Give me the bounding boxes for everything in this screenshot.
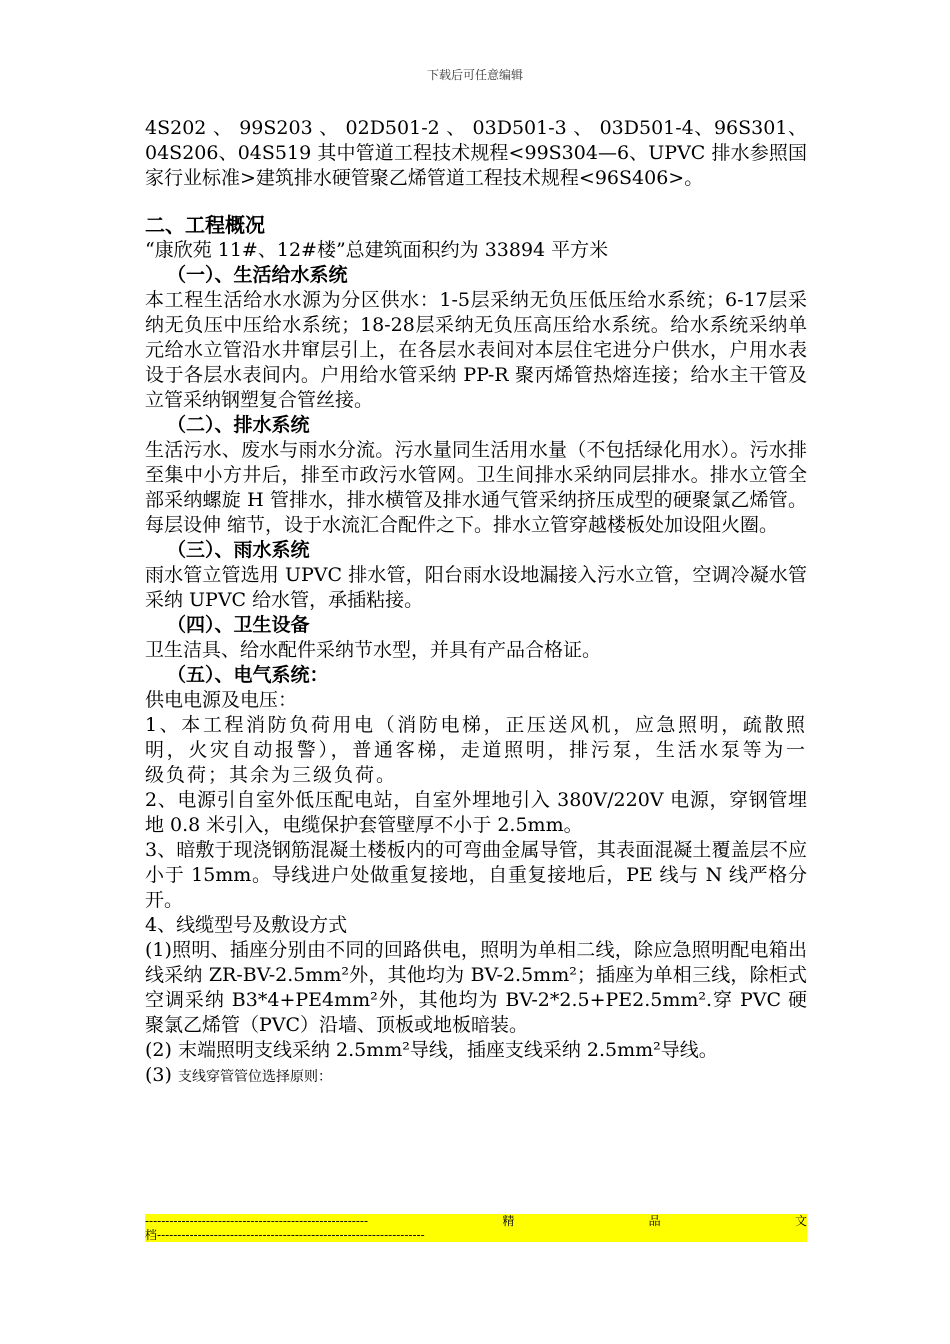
subsection-title-electrical: （五）、电气系统： [167, 664, 329, 686]
footer-dashes-left: ------------------------------------------------------- [145, 1214, 369, 1228]
water-supply-paragraph: 本工程生活给水水源为分区供水：1-5层采纳无负压低压给水系统；6-17层采纳无负压中压给水系统；18-28层采纳无负压高压给水系统。给水系统采纳单元给水立管沿水井窜层引上，在各层水表间对本层住宅进分户供水，户用水表设于各层水表间内。户用给水管采纳 PP-R 聚丙烯管热熔连接；给水主干管及立管采纳钢塑复合管丝接。 [145, 289, 807, 411]
page-footer [145, 1214, 807, 1242]
footer-line-2 [145, 1228, 488, 1242]
intro-paragraph: 4S202 、 99S203 、 02D501-2 、 03D501-3 、 03D501-4、96S301、04S206、04S519 其中管道工程技术规程<99S304—6、UPVC 排水参照国家行业标准>建筑排水硬管聚乙烯管道工程技术规程<96S406>。 [145, 117, 807, 189]
page-header: 下载后可任意编辑 [426, 68, 523, 82]
rainwater-paragraph: 雨水管立管选用 UPVC 排水管，阳台雨水设地漏接入污水立管，空调冷凝水管采纳 UPVC 给水管，承插粘接。 [145, 564, 807, 611]
item-number: (3) [145, 1064, 172, 1086]
footer-char-jing: 精 [502, 1214, 515, 1228]
drainage-paragraph: 生活污水、废水与雨水分流。污水量同生活用水量（不包括绿化用水）。污水排至集中小方井后，排至市政污水管网。卫生间排水采纳同层排水。排水立管全部采纳螺旋 H 管排水，排水横管及排水通气管采纳挤压成型的硬聚氯乙烯管。每层设伸 缩节，设于水流汇合配件之下。排水立管穿越楼板处加设阻火圈。 [145, 439, 807, 536]
document-body [145, 116, 807, 1090]
subsection-title-sanitary: （四）、卫生设备 [167, 614, 310, 636]
subsection-title-water-supply: （一）、生活给水系统 [167, 264, 348, 286]
electrical-item-4-1: (1)照明、插座分别由不同的回路供电，照明为单相二线，除应急照明配电箱出线采纳 ZR-BV-2.5mm²外，其他均为 BV-2.5mm²；插座为单相三线，除柜式空调采纳 B3*4+PE4mm²外，其他均为 BV-2*2.5+PE2.5mm².穿 PVC 硬聚氯乙烯管（PVC）沿墙、顶板或地板暗装。 [145, 939, 807, 1036]
section-title-overview: 二、工程概况 [145, 213, 265, 237]
footer-line-1 [145, 1214, 807, 1228]
footer-char-wen: 文 [794, 1214, 807, 1228]
electrical-item-3: 3、暗敷于现浇钢筋混凝土楼板内的可弯曲金属导管，其表面混凝土覆盖层不应小于 15mm。导线进户处做重复接地，自重复接地后，PE 线与 N 线严格分开。 [145, 839, 807, 911]
sanitary-paragraph: 卫生洁具、给水配件采纳节水型，并具有产品合格证。 [145, 639, 602, 661]
footer-char-dang: 档 [145, 1228, 158, 1242]
power-source-title: 供电电源及电压： [145, 689, 298, 711]
electrical-item-2: 2、电源引自室外低压配电站，自室外埋地引入 380V/220V 电源，穿钢管埋地 0.8 米引入，电缆保护套管壁厚不小于 2.5mm。 [145, 789, 807, 836]
electrical-item-4-3 [145, 1063, 807, 1090]
electrical-item-1: 1、本工程消防负荷用电（消防电梯，正压送风机，应急照明，疏散照明，火灾自动报警），普通客梯，走道照明，排污泵，生活水泵等为一级负荷；其余为三级负荷。 [145, 714, 807, 786]
item-text: 支线穿管管位选择原则： [177, 1069, 332, 1085]
subsection-title-rainwater: （三）、雨水系统 [167, 539, 310, 561]
footer-dashes-line2: ------------------------------------------------------------------ [157, 1228, 425, 1242]
electrical-item-4-2: (2) 末端照明支线采纳 2.5mm²导线，插座支线采纳 2.5mm²导线。 [145, 1039, 718, 1061]
subsection-title-drainage: （二）、排水系统 [167, 414, 310, 436]
electrical-item-4: 4、线缆型号及敷设方式 [145, 914, 348, 936]
overview-paragraph: “康欣苑 11#、12#楼”总建筑面积约为 33894 平方米 [145, 239, 609, 261]
footer-char-pin: 品 [648, 1214, 661, 1228]
